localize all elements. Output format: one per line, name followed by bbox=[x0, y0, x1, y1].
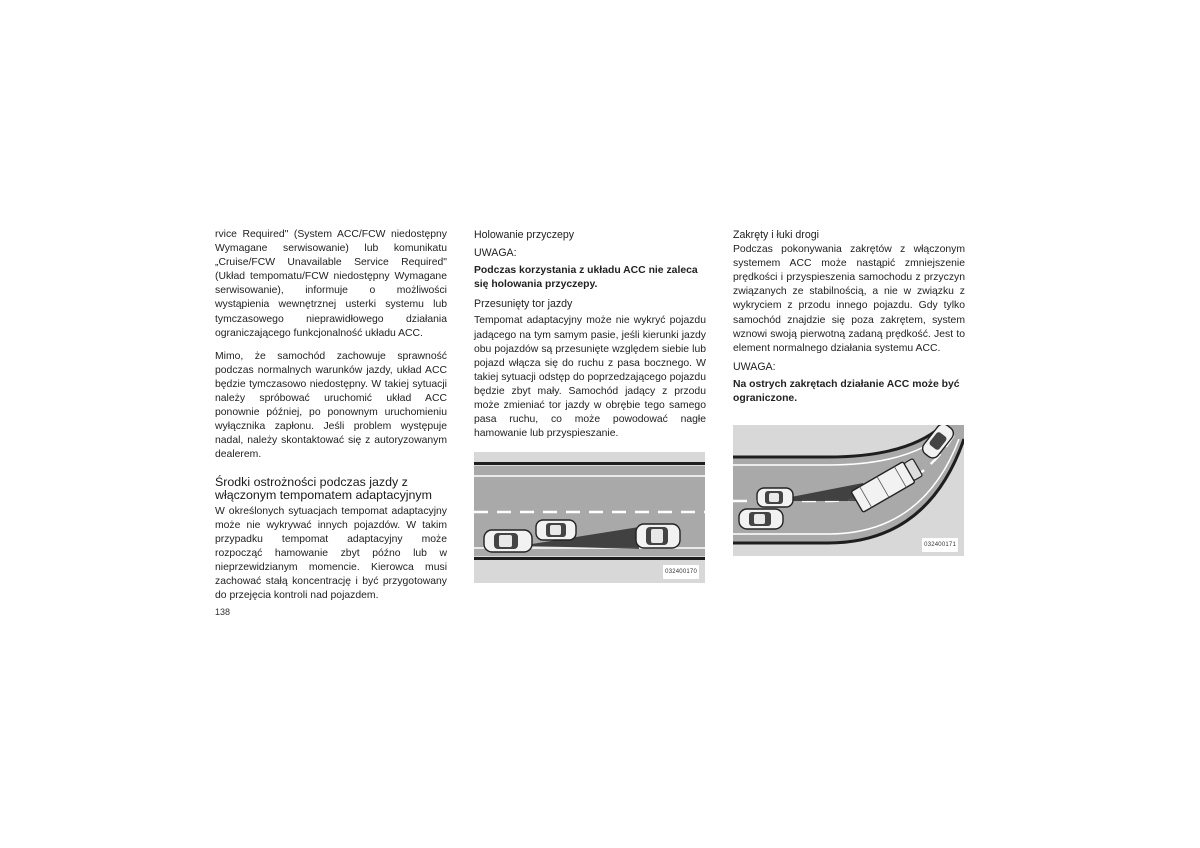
offset-lane-illustration bbox=[474, 452, 705, 583]
paragraph-offset-lane: Tempomat adaptacyjny może nie wykryć pojazdu jadącego na tym samym pasie, jeśli kierunki jazdy obu pojazdów są przesunięte względem siebie lub pojazd włącza się do ruchu z pasa bocznego. W takiej sytuacji odstęp do poprzedzającego pojazdu będzie zbyt mały. Samochód jadący z przodu może zmieniać tor jazdy w obrębie tego samego pasa ruchu, co może powodować nagłe hamowanie lub przyspieszanie. bbox=[474, 315, 706, 440]
figure-offset-lane bbox=[474, 452, 705, 583]
paragraph-precautions: W określonych sytuacjach tempomat adaptacyjny może nie wykrywać innych pojazdów. W takim przypadku tempomat adaptacyjny może rozpocząć hamowanie zbyt późno lub w nieprzewidzianym momencie. Kierowca musi zachować stałą koncentrację i być przygotowany do przejęcia kontroli nad pojazdem. bbox=[215, 505, 447, 602]
warning-text-curves: Na ostrych zakrętach działanie ACC może być ograniczone. bbox=[733, 378, 960, 405]
heading-curves: Zakręty i łuki drogi bbox=[733, 229, 819, 241]
page-number: 138 bbox=[215, 607, 231, 617]
warning-label: UWAGA: bbox=[733, 360, 776, 373]
curve-illustration bbox=[733, 425, 964, 556]
car-middle bbox=[536, 520, 576, 540]
figure-code: 032400171 bbox=[922, 538, 958, 552]
paragraph-curves: Podczas pokonywania zakrętów z włączonym systemem ACC może nastąpić zmniejszenie prędkości i przyspieszenia samochodu z przyczyn związanych ze stabilnością, a nie w związku z wykryciem z przodu innego pojazdu. Gdy tylko samochód znajdzie się poza zakrętem, system wznowi swoją pierwotną zadaną prędkość. Jest to element normalnego działania systemu ACC. bbox=[733, 244, 965, 354]
figure-code: 032400170 bbox=[663, 565, 699, 579]
heading-offset-lane: Przesunięty tor jazdy bbox=[474, 298, 573, 311]
car-adjacent-lane bbox=[739, 509, 783, 529]
car-ego bbox=[757, 488, 793, 507]
section-heading-precautions: Środki ostrożności podczas jazdy z włączonym tempomatem adaptacyjnym bbox=[215, 474, 432, 503]
warning-text-trailer: Podczas korzystania z układu ACC nie zaleca się holowania przyczepy. bbox=[474, 265, 698, 291]
car-ego bbox=[484, 530, 532, 552]
paragraph-temporary-unavailable: Mimo, że samochód zachowuje sprawność podczas normalnych warunków jazdy, układ ACC będzie tymczasowo niedostępny. W takiej sytuacji należy spróbować uruchomić układ ACC ponownie później, po ponownym uruchomieniu wyłącznika zapłonu. Jeśli problem występuje nadal, należy skontaktować się z autoryzowanym dealerem. bbox=[215, 350, 447, 461]
car-front bbox=[636, 524, 680, 548]
heading-trailer-towing: Holowanie przyczepy bbox=[474, 229, 575, 241]
paragraph-service-message: rvice Required" (System ACC/FCW niedostępny Wymagane serwisowanie) lub komunikatu „Cruise/FCW Unavailable Service Required" (Układ tempomatu/FCW niedostępny Wymagane serwisowanie), informuje o możliwości wystąpienia wewnętrznej usterki systemu lub tymczasowego nieprawidłowego działania ograniczającego funkcjonalność układu ACC. bbox=[215, 229, 447, 339]
column-middle bbox=[474, 228, 706, 583]
warning-label: UWAGA: bbox=[474, 247, 517, 260]
figure-curve bbox=[733, 425, 964, 556]
column-right bbox=[733, 228, 965, 556]
column-left bbox=[215, 228, 447, 603]
